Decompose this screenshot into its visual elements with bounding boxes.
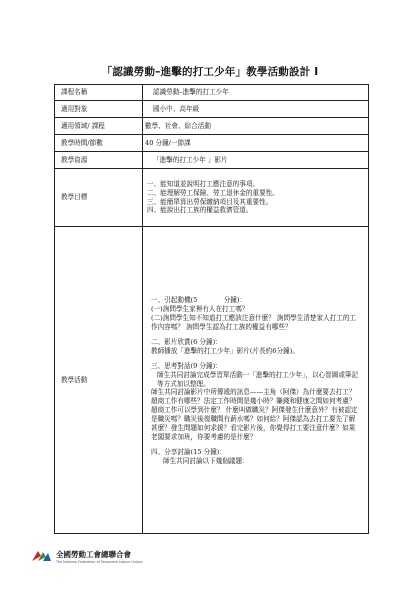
section-dialogue <box>151 362 360 442</box>
page-title: 「認識勞動–進擊的打工少年」教學活動設計 I <box>101 66 319 78</box>
section-video <box>151 338 360 356</box>
activity-content <box>143 227 369 534</box>
org-english-name: The National Federation of Taiwanese Labour Unions <box>56 559 143 564</box>
goal-item: 三、能簡單算出勞保繳納項目及其重要性。 <box>147 197 273 206</box>
org-name: 全國勞動工會總聯合會 <box>56 549 131 559</box>
section-body: 師生共同討論完成學習單活動一「進擊的打工少年」，以心智圖或筆記等方式加以整理。 <box>157 370 359 388</box>
activity-label: 教學活動 <box>55 227 143 534</box>
lesson-plan-table <box>54 84 369 534</box>
row-resources <box>55 152 369 169</box>
section-title: 一、引起動機(5 分鐘)： <box>151 296 247 305</box>
goal-item: 四、能說出打工族的權益救濟管道。 <box>147 206 253 215</box>
time-label: 教學時間/節數 <box>55 135 143 152</box>
row-domain <box>55 118 369 135</box>
footer-logo <box>30 548 143 564</box>
resources-value: 「進擊的打工少年 」影片 <box>143 152 369 169</box>
question-item: (一)詢問學生家裡有人在打工嗎？ <box>151 305 249 314</box>
audience-value: 國小中、高年級 <box>143 101 369 118</box>
row-activity <box>55 227 369 534</box>
section-body: 師生共同討論影片中所傳遞的訊息——主角（阿傑）為什麼要去打工？超商工作有哪些？法定工作時間是幾小時？賺錢和健康之間如何考慮？超商工作可以學到什麼？ 什麼叫做職災？阿傑發生什麼意外？有被認定是職災嗎？職災後復職間有薪水嗎？如何給？阿傑認為去打工要先了解甚麼？發生問題如何求援？看完影片後，你覺得打工要注意什麼？如果老闆要求加班，你要考慮的是什麼？ <box>151 388 358 441</box>
course-name-label: 課程名稱 <box>55 85 143 101</box>
question-item: (二)詢問學生知不知道打工應該注意什麼？ 詢問學生清楚家人打工的工作內容嗎？ 詢問學生認為打工族的權益有哪些？ <box>151 314 357 332</box>
section-body: 教師播放「進擊的打工少年」影片(片長約6分鐘)。 <box>151 346 299 355</box>
course-name-value: 認識勞動–進擊的打工少年 <box>143 85 369 101</box>
section-sharing <box>151 448 360 466</box>
section-body: 師生共同討論以下幾個議題： <box>163 456 249 465</box>
goals-label: 教學目標 <box>55 169 143 227</box>
goals-list <box>143 169 369 227</box>
row-goals <box>55 169 369 227</box>
section-title: 四、分享討論(15 分鐘)： <box>151 447 226 456</box>
section-title: 二、影片欣賞(6 分鐘)： <box>151 337 222 346</box>
goal-item: 一、能知道並說明打工應注意的事項。 <box>147 179 260 188</box>
time-value: 40 分鐘/一節課 <box>143 135 369 152</box>
domain-label: 適用領域/ 課程 <box>55 118 143 135</box>
union-logo-icon <box>30 548 52 564</box>
section-title: 三、思考對話(9 分鐘)： <box>151 361 222 370</box>
goal-item: 二、能理解勞工保險、勞工退休金的重要性。 <box>147 188 279 197</box>
row-time <box>55 135 369 152</box>
row-audience <box>55 101 369 118</box>
resources-label: 教學資源 <box>55 152 143 169</box>
audience-label: 適用對象 <box>55 101 143 118</box>
domain-value: 數學、社會、綜合活動 <box>143 118 369 135</box>
section-motivation <box>151 296 360 332</box>
row-course-name <box>55 85 369 101</box>
